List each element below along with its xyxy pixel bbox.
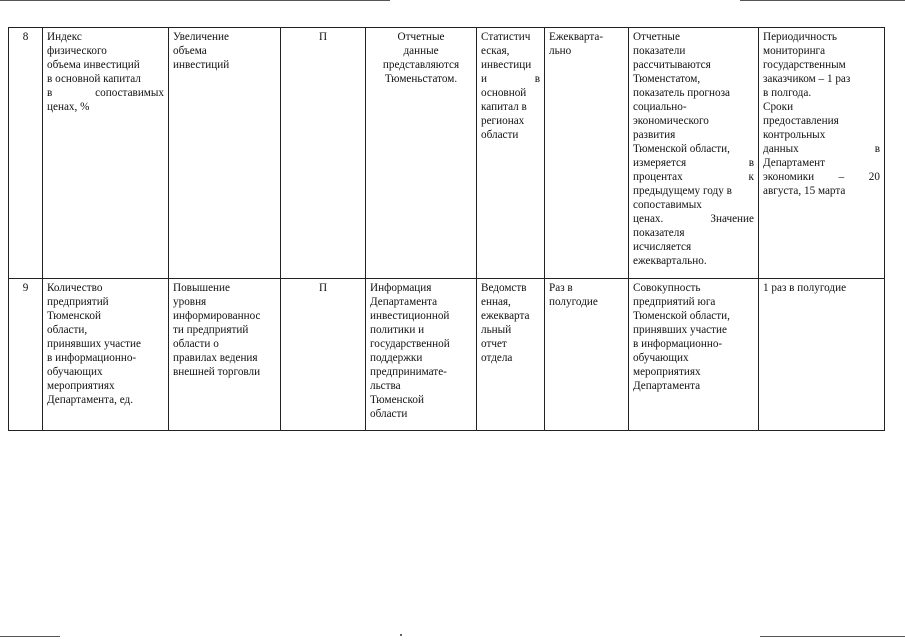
cell-line: Информация [370, 282, 432, 294]
cell-line: предоставления [763, 115, 839, 127]
indicator-cell [43, 28, 169, 279]
cell-line: ценах. Значение [633, 213, 754, 225]
page-bottom-rule-left [0, 636, 60, 637]
cell-line: измеряется в [633, 157, 754, 169]
cell-line: социально- [633, 101, 687, 113]
cell-line: принявших участие [633, 324, 727, 336]
cell-line: процентах к [633, 171, 754, 183]
frequency-cell [545, 279, 629, 431]
cell-line: мониторинга [763, 45, 826, 57]
table-row [9, 28, 885, 279]
cell-line: объема [173, 45, 207, 57]
page-bottom-rule-right [760, 636, 905, 637]
cell-line: Ведомств [481, 282, 527, 294]
cell-line: предыдущему году в [633, 185, 732, 197]
indicators-table [8, 27, 885, 431]
cell-line: правилах ведения [173, 352, 258, 364]
cell-line: ценах, % [47, 101, 90, 113]
cell-line: мероприятиях [47, 380, 115, 392]
cell-line: уровня [173, 296, 207, 308]
cell-line: представляются [382, 59, 460, 71]
cell-line: предприятий [47, 296, 109, 308]
cell-line: Тюменской [47, 310, 101, 322]
cell-line: обучающих [633, 352, 689, 364]
cell-line: экономического [633, 115, 709, 127]
cell-line: августа, 15 марта [763, 185, 846, 197]
cell-line: рассчитываются [633, 59, 711, 71]
cell-line: основной [481, 87, 527, 99]
table-row [9, 279, 885, 431]
cell-line: принявших участие [47, 338, 141, 350]
form-cell [477, 28, 545, 279]
cell-line: показателя [633, 227, 685, 239]
cell-line: исчисляется [633, 241, 692, 253]
cell-line: области [481, 129, 519, 141]
cell-line: Отчетные [397, 31, 445, 43]
indicator-cell [43, 279, 169, 431]
cell-line: Отчетные [633, 31, 680, 43]
cell-line: в информационно- [633, 338, 723, 350]
cell-line: еская, [481, 45, 510, 57]
cell-line: отдела [481, 352, 513, 364]
cell-line: предприятий юга [633, 296, 716, 308]
page-top-rule-left [0, 0, 390, 1]
cell-line: Департамента, ед. [47, 394, 134, 406]
goal-cell [169, 28, 281, 279]
cell-line: и в [481, 73, 540, 85]
goal-cell [169, 279, 281, 431]
cell-line: в полгода. [763, 87, 812, 99]
cell-line: инвестиций [173, 59, 230, 71]
cell-line: в информационно- [47, 352, 137, 364]
monitoring-cell [759, 279, 885, 431]
cell-line: ежеквартально. [633, 255, 707, 267]
cell-line: мероприятиях [633, 366, 701, 378]
cell-line: Тюменской [370, 394, 424, 406]
cell-line: области [370, 408, 408, 420]
page-top-rule-right [740, 0, 905, 1]
row-number: 8 [9, 28, 43, 279]
type-cell: П [281, 279, 366, 431]
cell-line: внешней торговли [173, 366, 261, 378]
cell-line: Тюменской области, [633, 310, 730, 322]
cell-line: Департамент [763, 157, 826, 169]
cell-line: сопоставимых [633, 199, 702, 211]
cell-line: экономики – 20 [763, 171, 880, 183]
scan-dot [400, 634, 402, 636]
frequency-cell [545, 28, 629, 279]
cell-line: инвестици [481, 59, 532, 71]
cell-line: регионах [481, 115, 525, 127]
cell-line: показатели [633, 45, 686, 57]
cell-line: области, [47, 324, 88, 336]
cell-line: капитал в [481, 101, 527, 113]
cell-line: Сроки [763, 101, 794, 113]
cell-line: Повышение [173, 282, 230, 294]
cell-line: льно [549, 45, 572, 57]
cell-line: объема инвестиций [47, 59, 140, 71]
cell-line: Статистич [481, 31, 531, 43]
cell-line: государственным [763, 59, 846, 71]
cell-line: обучающих [47, 366, 103, 378]
cell-line: данных в [763, 143, 880, 155]
cell-line: контрольных [763, 129, 826, 141]
cell-line: Раз в [549, 282, 573, 294]
cell-line: льства [370, 380, 401, 392]
cell-line: Периодичность [763, 31, 838, 43]
cell-line: государственной [370, 338, 450, 350]
cell-line: Тюменстатом, [633, 73, 701, 85]
cell-line: Тюменьстатом. [384, 73, 458, 85]
cell-line: политики и [370, 324, 425, 336]
source-cell [366, 279, 477, 431]
cell-line: предпринимате- [370, 366, 447, 378]
form-cell [477, 279, 545, 431]
cell-line: области о [173, 338, 219, 350]
method-cell [629, 28, 759, 279]
cell-line: Совокупность [633, 282, 701, 294]
cell-line: физического [47, 45, 107, 57]
type-cell: П [281, 28, 366, 279]
cell-line: данные [403, 45, 439, 57]
cell-line: инвестиционной [370, 310, 450, 322]
cell-line: отчет [481, 338, 507, 350]
cell-line: поддержки [370, 352, 423, 364]
cell-line: Количество [47, 282, 103, 294]
cell-line: ти предприятий [173, 324, 249, 336]
cell-line: льный [481, 324, 512, 336]
cell-line: заказчиком – 1 раз [763, 73, 851, 85]
cell-line: ежекварта [481, 310, 530, 322]
cell-line: в основной капитал [47, 73, 141, 85]
monitoring-cell [759, 28, 885, 279]
method-cell [629, 279, 759, 431]
cell-line: показатель прогноза [633, 87, 730, 99]
cell-line: енная, [481, 296, 511, 308]
cell-line: Индекс [47, 31, 82, 43]
cell-line: полугодие [549, 296, 598, 308]
cell-line: Департамента [370, 296, 438, 308]
cell-line: Увеличение [173, 31, 229, 43]
cell-line: Тюменской области, [633, 143, 730, 155]
row-number: 9 [9, 279, 43, 431]
cell-line: 1 раз в полугодие [763, 282, 847, 294]
cell-line: Ежекварта- [549, 31, 604, 43]
cell-line: в сопоставимых [47, 87, 164, 99]
source-cell [366, 28, 477, 279]
cell-line: развития [633, 129, 676, 141]
cell-line: информированнос [173, 310, 261, 322]
cell-line: Департамента [633, 380, 701, 392]
